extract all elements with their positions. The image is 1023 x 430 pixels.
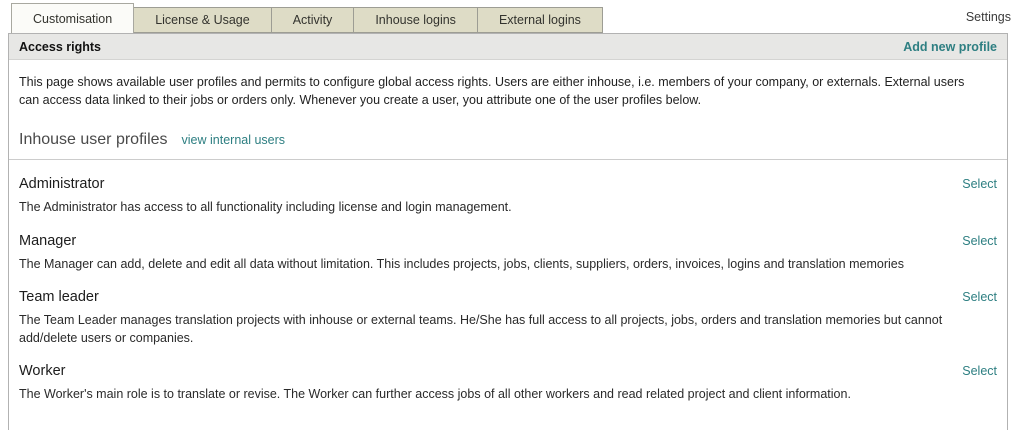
intro-text: This page shows available user profiles and permits to configure global access rights. Users are either inhouse, i.e. members of your company, or externals. External users can access data linked to their jobs or orders only. Whenever you create a user, you attribute one of the user profiles below. bbox=[19, 75, 965, 108]
access-rights-panel bbox=[8, 33, 1008, 430]
tab-activity[interactable]: Activity bbox=[272, 7, 355, 33]
profile-name: Team leader bbox=[19, 289, 99, 306]
page-title: Access rights bbox=[19, 39, 101, 54]
profile-name: Manager bbox=[19, 232, 77, 249]
profile-description: The Manager can add, delete and edit all data without limitation. This includes projects, jobs, clients, suppliers, orders, invoices, logins and translation memories bbox=[19, 256, 904, 271]
tab-inhouse-logins[interactable]: Inhouse logins bbox=[354, 7, 478, 33]
profile-row-worker bbox=[9, 347, 1007, 404]
tab-customisation[interactable]: Customisation bbox=[11, 3, 134, 33]
select-manager-link[interactable]: Select bbox=[962, 233, 997, 248]
profile-description: The Administrator has access to all functionality including license and login management. bbox=[19, 200, 512, 215]
panel-header bbox=[9, 34, 1007, 60]
tab-bar bbox=[11, 3, 603, 33]
profile-name: Worker bbox=[19, 363, 66, 380]
tab-license-usage[interactable]: License & Usage bbox=[134, 7, 272, 33]
profile-row-manager bbox=[9, 217, 1007, 274]
profile-description: The Team Leader manages translation projects with inhouse or external teams. He/She has full access to all projects, jobs, orders and translation memories but cannot add/delete users or companies. bbox=[19, 313, 943, 345]
select-team-leader-link[interactable]: Select bbox=[962, 290, 997, 305]
section-head bbox=[9, 109, 1007, 149]
profile-row-team-leader bbox=[9, 273, 1007, 347]
settings-link[interactable]: Settings bbox=[965, 10, 1011, 24]
add-new-profile-link[interactable]: Add new profile bbox=[903, 39, 997, 54]
top-bar bbox=[0, 0, 1023, 33]
profile-name: Administrator bbox=[19, 176, 105, 193]
profile-row-administrator bbox=[9, 160, 1007, 217]
profile-description: The Worker's main role is to translate or revise. The Worker can further access jobs of all other workers and read related project and client information. bbox=[19, 387, 851, 402]
tab-external-logins[interactable]: External logins bbox=[478, 7, 603, 33]
select-worker-link[interactable]: Select bbox=[962, 364, 997, 379]
view-internal-users-link[interactable]: view internal users bbox=[181, 133, 286, 148]
select-administrator-link[interactable]: Select bbox=[962, 177, 997, 192]
section-title: Inhouse user profiles bbox=[19, 131, 168, 149]
